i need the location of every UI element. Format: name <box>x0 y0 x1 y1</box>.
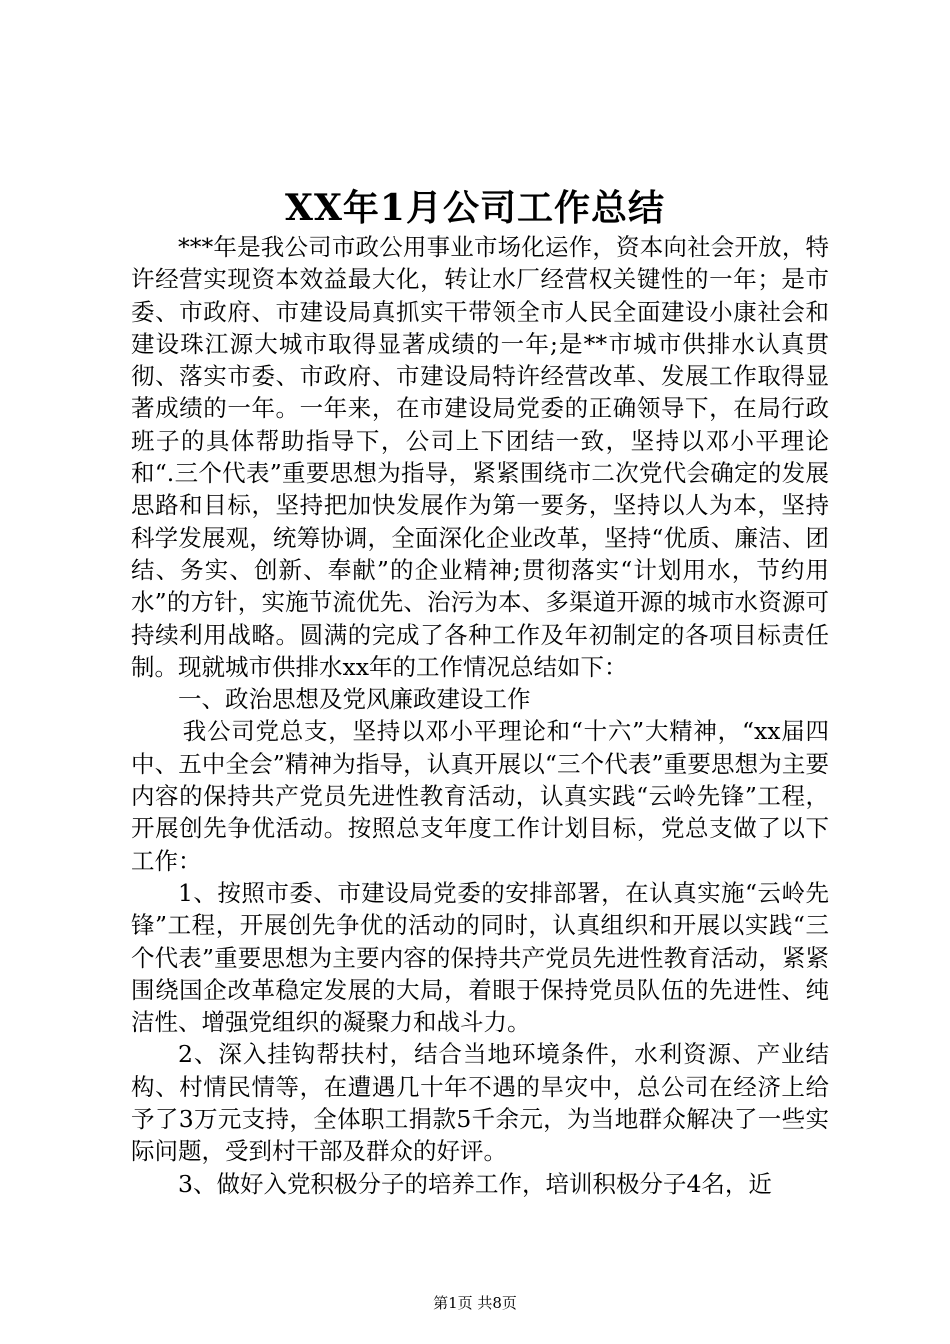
paragraph-intro: ***年是我公司市政公用事业市场化运作，资本向社会开放，特许经营实现资本效益最大化，转让水厂经营权关键性的一年；是市委、市政府、市建设局真抓实干带领全市人民全面建设小康社会和建设珠江源大城市取得显著成绩的一年;是**市城市供排水认真贯彻、落实市委、市政府、市建设局特许经营改革、发展工作取得显著成绩的一年。一年来，在市建设局党委的正确领导下，在局行政班子的具体帮助指导下，公司上下团结一致，坚持以邓小平理论和“.三个代表”重要思想为指导，紧紧围绕市二次党代会确定的发展思路和目标，坚持把加快发展作为第一要务，坚持以人为本，坚持科学发展观，统筹协调，全面深化企业改革，坚持“优质、廉洁、团结、务实、创新、奉献”的企业精神;贯彻落实“计划用水，节约用水”的方针，实施节流优先、治污为本、多渠道开源的城市水资源可持续利用战略。圆满的完成了各种工作及年初制定的各项目标责任制。现就城市供排水xx年的工作情况总结如下： <box>131 233 829 681</box>
document-body <box>131 231 829 1200</box>
section-heading: 一、政治思想及党风廉政建设工作 <box>178 685 531 714</box>
paragraph-item-2: 2、深入挂钩帮扶村，结合当地环境条件，水利资源、产业结构、村情民情等，在遭遇几十年不遇的旱灾中，总公司在经济上给予了3万元支持，全体职工捐款5千余元，为当地群众解决了一些实际问题，受到村干部及群众的好评。 <box>131 1040 829 1166</box>
paragraph-item-3: 3、做好入党积极分子的培养工作，培训积极分子4名，近 <box>178 1169 772 1198</box>
document-title: XX年1月公司工作总结 <box>285 187 665 229</box>
page-number-footer: 第1页 共8页 <box>433 1294 517 1312</box>
paragraph-item-1: 1、按照市委、市建设局党委的安排部署，在认真实施“云岭先锋”工程，开展创先争优的活动的同时，认真组织和开展以实践“三个代表”重要思想为主要内容的保持共产党员先进性教育活动，紧紧围绕国企改革稳定发展的大局，着眼于保持党员队伍的先进性、纯洁性、增强党组织的凝聚力和战斗力。 <box>131 878 829 1037</box>
paragraph-party-work: 我公司党总支，坚持以邓小平理论和“十六”大精神，“xx届四中、五中全会”精神为指导，认真开展以“三个代表”重要思想为主要内容的保持共产党员先进性教育活动，认真实践“云岭先锋”工程，开展创先争优活动。按照总支年度工作计划目标，党总支做了以下工作： <box>131 717 829 875</box>
